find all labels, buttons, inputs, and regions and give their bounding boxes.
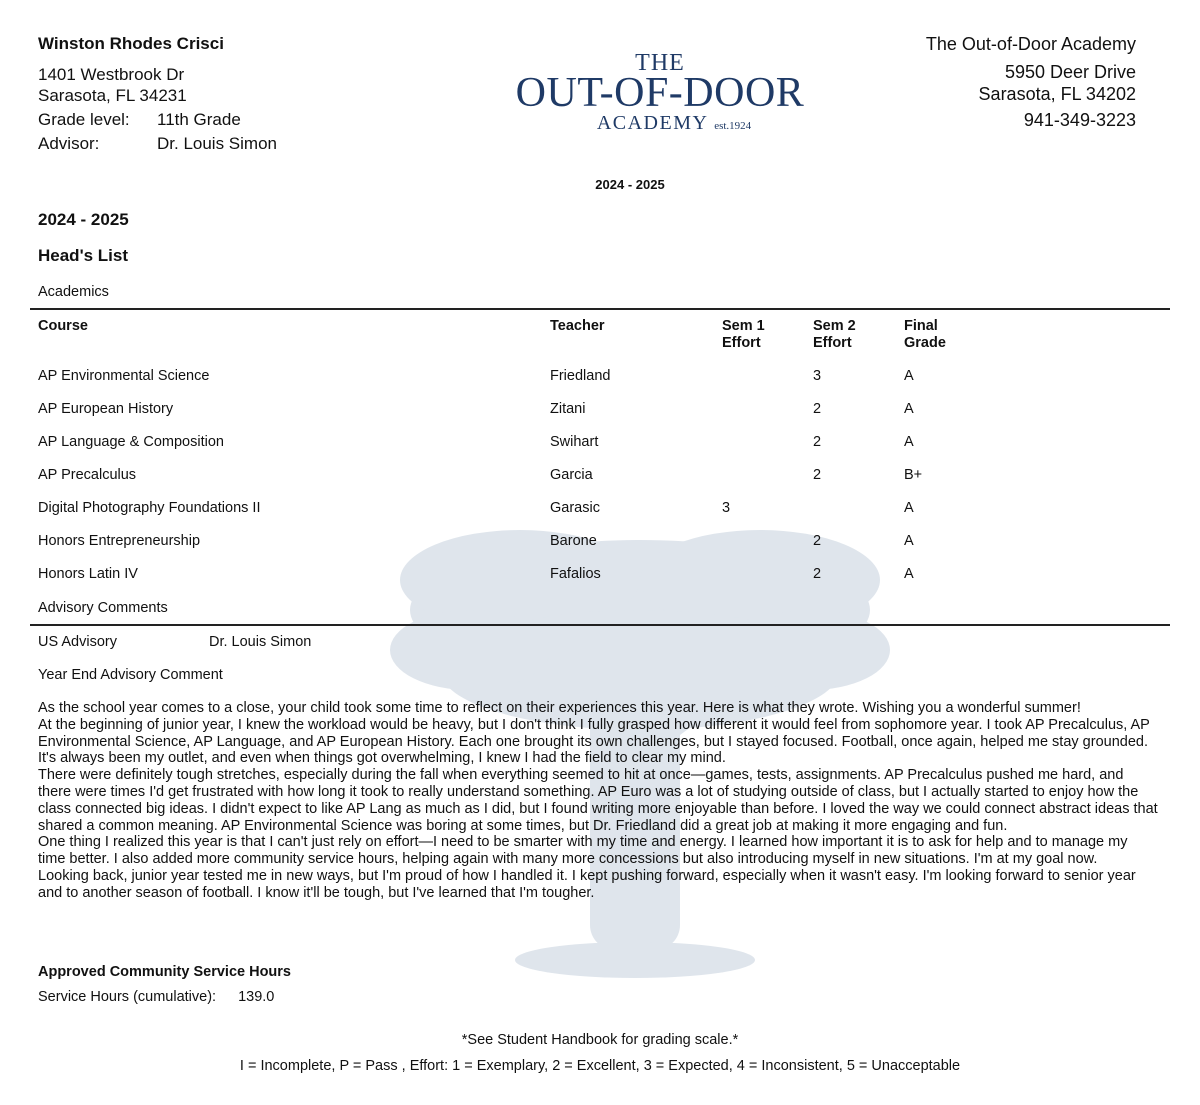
sem2-cell: 2 [813,467,822,483]
comment-paragraph: Looking back, junior year tested me in new ways, but I'm proud of how I handled it. I kept pushing forward, especially when it wasn't easy. I'm looking forward to senior year and to another season of football. I know it'll be tough, but I've learned that I'm tougher. [38,867,1136,901]
comment-paragraph: As the school year comes to a close, your child took some time to reflect on their experiences this year. Here is what they wrote. Wishing you a wonderful summer! [38,700,1081,716]
advisor-row [38,134,277,154]
course-cell: AP Environmental Science [38,368,210,384]
teacher-cell: Garcia [550,467,593,483]
grading-scale-note: *See Student Handbook for grading scale.* [461,1032,739,1048]
grade-level-row [38,110,241,130]
header-sem1 [722,318,765,352]
sem2-cell: 2 [813,434,822,450]
header-sem1-line1: Sem 1 [722,318,765,334]
school-logo [505,52,815,137]
grade-level-label: Grade level: [38,110,130,129]
course-cell: Digital Photography Foundations II [38,500,261,516]
advisory-type: US Advisory [38,634,117,650]
school-address-line2: Sarasota, FL 34202 [978,84,1136,104]
logo-academy-word: ACADEMY [596,112,708,134]
final-cell: A [904,566,914,582]
teacher-cell: Zitani [550,401,586,417]
comment-paragraph: One thing I realized this year is that I can't just rely on effort—I need to be smarter with my time and energy. I learned how important it is to ask for help and to manage my time better. I also added more community service hours, helping again with many more concessions but also introducing myself in new situations. I'm at my goal now. [38,834,1128,868]
divider [30,308,1170,310]
comment-paragraph: At the beginning of junior year, I knew the workload would be heavy, but I don't think I fully grasped how different it would feel from sophomore year. I took AP Precalculus, AP Environmental Science, AP Language, and AP European History. Each one brought its own challenges, but I stayed focused. Football, once again, helped me stay grounded. It's always been my outlet, and even when things got overwhelming, I knew I had the field to clear my mind. [38,716,1150,767]
divider [30,624,1170,626]
logo-the: THE [635,50,685,76]
header-sem2-line2: Effort [813,335,852,351]
final-cell: A [904,434,914,450]
student-name: Winston Rhodes Crisci [38,34,224,53]
header-final-line2: Grade [904,335,946,351]
header-teacher: Teacher [550,318,605,334]
teacher-cell: Friedland [550,368,611,384]
comment-paragraph: There were definitely tough stretches, especially during the fall when everything seemed to hit at once—games, tests, assignments. AP Precalculus pushed me hard, and there were times I'd get frustrated with how long it took to really understand something. AP Euro was a lot of studying outside of class, but I actually started to enjoy how the class connected big ideas. I didn't expect to like AP Lang as much as I did, but I found writing more enjoyable than before. I loved the way we could connect abstract ideas that shared a common meaning. AP Environmental Science was boring at some times, but Dr. Friedland did a great job at making it more engaging and fun. [38,767,1158,834]
logo-main: OUT-OF-DOOR [515,70,805,116]
course-cell: AP Precalculus [38,467,137,483]
course-cell: AP European History [38,401,174,417]
final-cell: A [904,401,914,417]
school-name: The Out-of-Door Academy [925,34,1136,54]
course-cell: Honors Latin IV [38,566,138,582]
year-heading: 2024 - 2025 [38,210,129,229]
teacher-cell: Barone [550,533,597,549]
final-cell: B+ [904,467,923,483]
header-sem2 [813,318,856,352]
sem2-cell: 3 [813,368,822,384]
service-hours-label: Service Hours (cumulative): [38,989,217,1005]
header-sem2-line1: Sem 2 [813,318,856,334]
service-hours-title: Approved Community Service Hours [38,964,291,980]
grade-level-value: 11th Grade [157,110,241,129]
final-cell: A [904,533,914,549]
advisory-comment-title: Year End Advisory Comment [38,667,223,683]
header-final [904,318,946,352]
advisory-comments-label: Advisory Comments [38,600,168,616]
course-cell: AP Language & Composition [38,434,224,450]
teacher-cell: Fafalios [550,566,601,582]
advisor-value: Dr. Louis Simon [157,134,277,153]
advisory-comment-body [38,700,1158,902]
report-year-center: 2024 - 2025 [595,177,665,192]
sem2-cell: 2 [813,566,822,582]
student-address-line2: Sarasota, FL 34231 [38,86,187,105]
sem1-cell: 3 [722,500,731,516]
school-address-line1: 5950 Deer Drive [1004,62,1136,82]
academics-label: Academics [38,284,109,300]
advisor-label: Advisor: [38,134,100,153]
service-hours-row [38,989,274,1005]
header-final-line1: Final [904,318,938,334]
header-course: Course [38,318,88,334]
header-sem1-line2: Effort [722,335,761,351]
school-phone: 941-349-3223 [1023,110,1136,130]
final-cell: A [904,500,914,516]
honor-heading: Head's List [38,246,129,265]
service-hours-value: 139.0 [238,989,275,1005]
logo-est: est.1924 [714,120,752,132]
sem2-cell: 2 [813,401,822,417]
teacher-cell: Swihart [550,434,599,450]
advisory-advisor: Dr. Louis Simon [209,634,312,650]
course-cell: Honors Entrepreneurship [38,533,201,549]
sem2-cell: 2 [813,533,822,549]
final-cell: A [904,368,914,384]
grading-legend: I = Incomplete, P = Pass , Effort: 1 = Exemplary, 2 = Excellent, 3 = Expected, 4 = Inconsistent, 5 = Unacceptable [239,1058,961,1074]
student-address-line1: 1401 Westbrook Dr [38,65,185,84]
teacher-cell: Garasic [550,500,600,516]
